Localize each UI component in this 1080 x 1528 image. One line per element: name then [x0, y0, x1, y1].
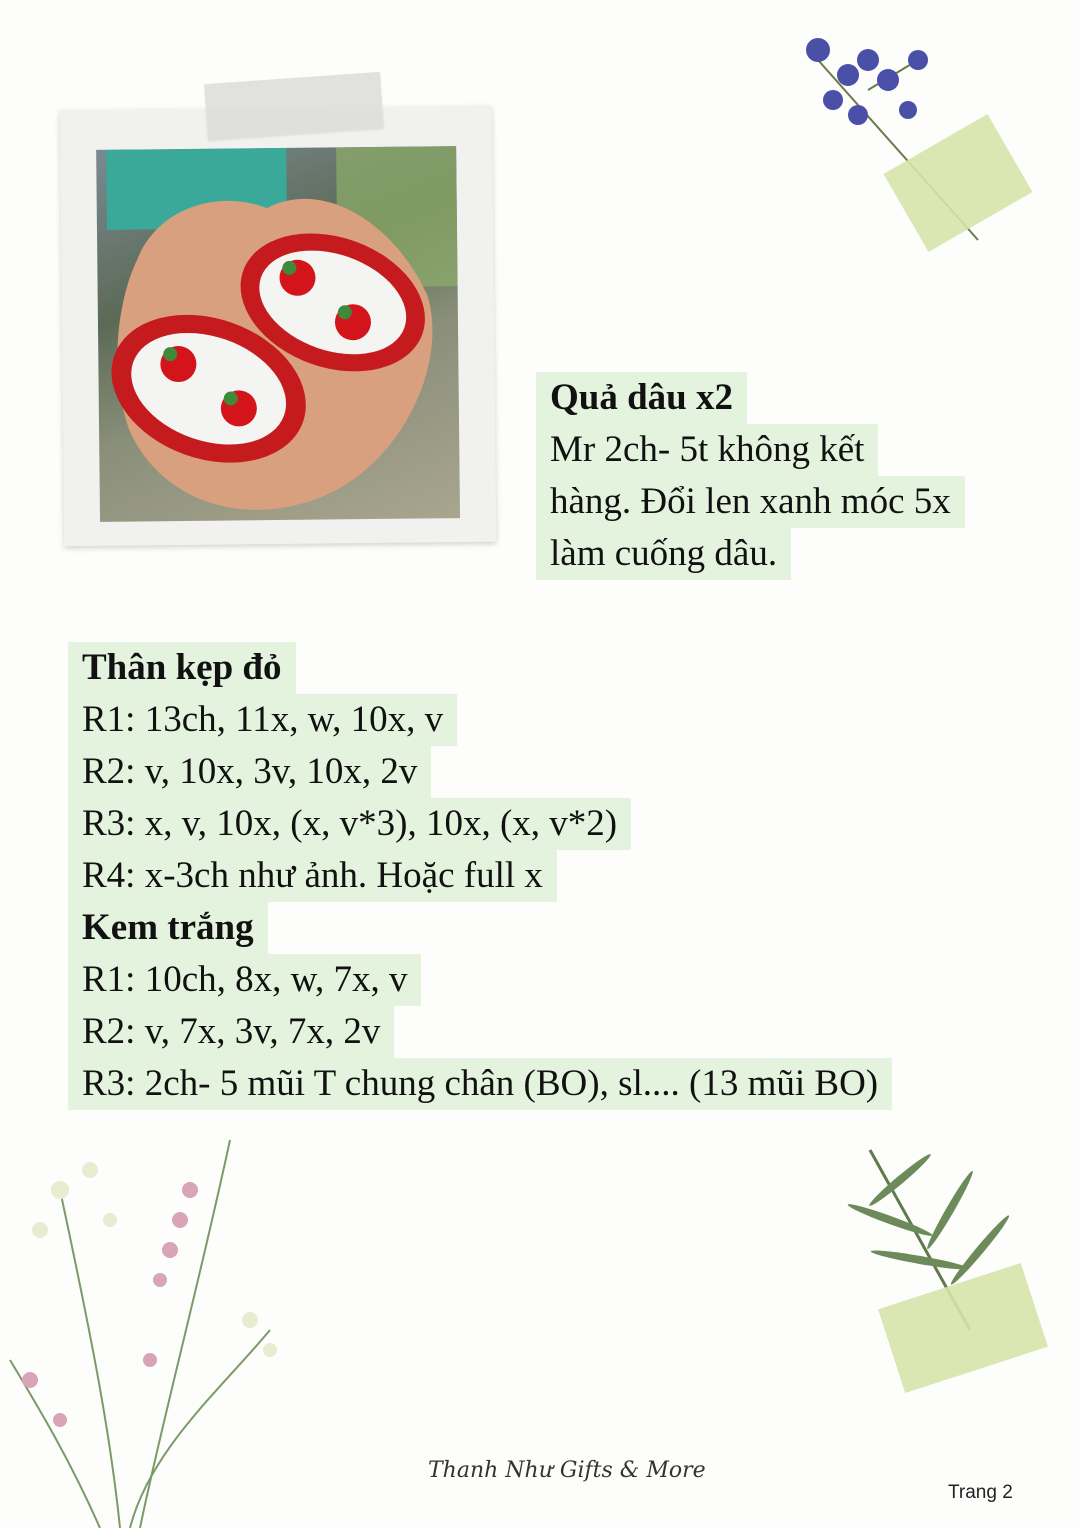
product-photo-frame: [60, 106, 497, 546]
strawberry-line-3: làm cuống dâu.: [536, 528, 791, 580]
cream-white-row-2: R2: v, 7x, 3v, 7x, 2v: [68, 1006, 394, 1058]
body-red-title: Thân kẹp đỏ: [68, 642, 296, 694]
body-red-row-1: R1: 13ch, 11x, w, 10x, v: [68, 694, 457, 746]
strawberry-line-1: Mr 2ch- 5t không kết: [536, 424, 878, 476]
body-red-row-4: R4: x-3ch như ảnh. Hoặc full x: [68, 850, 557, 902]
page-number: Trang 2: [948, 1482, 1013, 1503]
crochet-hairclip-photo: [96, 146, 460, 522]
body-red-row-3: R3: x, v, 10x, (x, v*3), 10x, (x, v*2): [68, 798, 631, 850]
strawberry-title: Quả dâu x2: [536, 372, 747, 424]
cream-white-title: Kem trắng: [68, 902, 268, 954]
body-red-row-2: R2: v, 10x, 3v, 10x, 2v: [68, 746, 431, 798]
photo-illustration: [96, 146, 460, 522]
wildflower-decoration: [0, 1130, 300, 1528]
brand-signature: Thanh Như Gifts & More: [428, 1458, 706, 1483]
cream-white-row-3: R3: 2ch- 5 mũi T chung chân (BO), sl.... (13 mũi BO): [68, 1058, 892, 1110]
strawberry-line-2: hàng. Đổi len xanh móc 5x: [536, 476, 965, 528]
cream-white-row-1: R1: 10ch, 8x, w, 7x, v: [68, 954, 421, 1006]
